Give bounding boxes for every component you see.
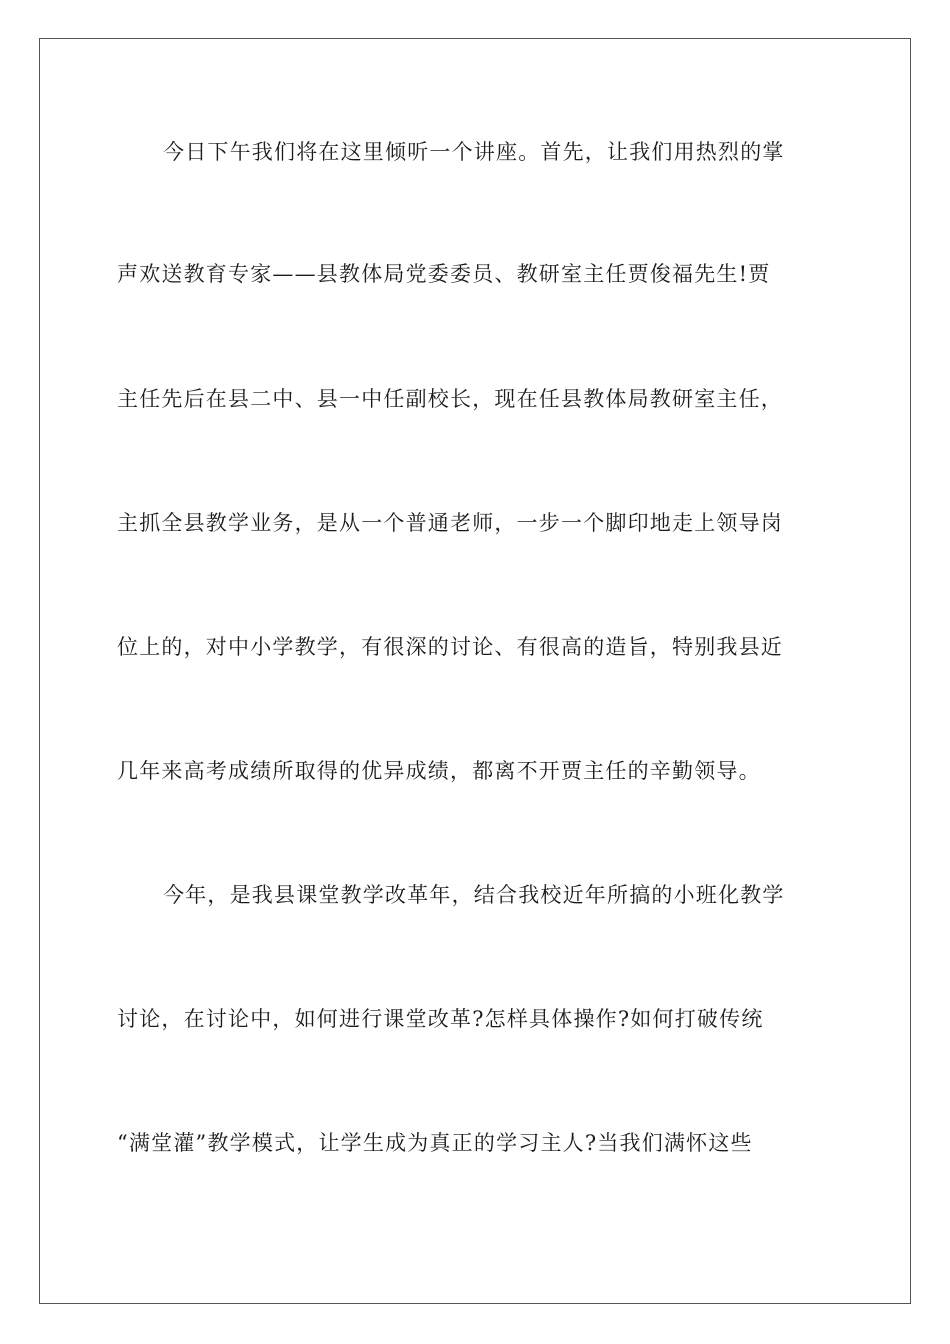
paragraph-2-line-3: “满堂灌”教学模式，让学生成为真正的学习主人?当我们满怀这些	[117, 1131, 753, 1155]
paragraph-2-line-1: 今年，是我县课堂教学改革年，结合我校近年所搞的小班化教学	[163, 883, 785, 907]
paragraph-1-line-2: 声欢送教育专家——县教体局党委委员、教研室主任贾俊福先生!贾	[117, 262, 771, 286]
paragraph-1-line-6: 几年来高考成绩所取得的优异成绩，都离不开贾主任的辛勤领导。	[117, 759, 761, 783]
paragraph-2-line-2: 讨论，在讨论中，如何进行课堂改革?怎样具体操作?如何打破传统	[117, 1007, 764, 1031]
page-frame	[39, 38, 911, 1304]
paragraph-1-line-3: 主任先后在县二中、县一中任副校长，现在任县教体局教研室主任，	[117, 387, 783, 411]
paragraph-1-line-5: 位上的，对中小学教学，有很深的讨论、有很高的造旨，特别我县近	[117, 635, 783, 659]
paragraph-1-line-4: 主抓全县教学业务，是从一个普通老师，一步一个脚印地走上领导岗	[117, 511, 783, 535]
paragraph-1-line-1: 今日下午我们将在这里倾听一个讲座。首先，让我们用热烈的掌	[163, 140, 785, 164]
